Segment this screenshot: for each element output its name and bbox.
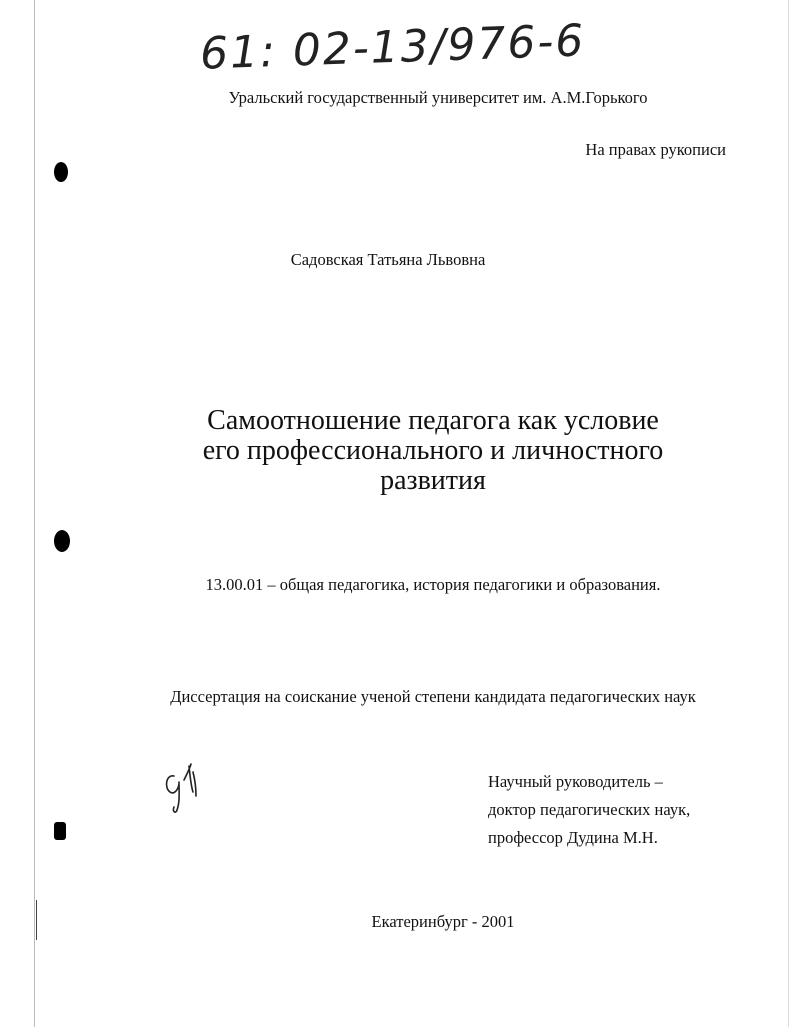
title-line: развития — [380, 465, 486, 496]
dissertation-title — [35, 406, 796, 496]
punch-hole — [54, 162, 68, 182]
manuscript-rights-note: На правах рукописи — [585, 140, 726, 159]
supervisor-line: профессор Дудина М.Н. — [488, 828, 658, 847]
archive-code-handwritten: 61: 02-13/976-6 — [199, 15, 587, 80]
degree-statement: Диссертация на соискание ученой степени кандидата педагогических наук — [170, 687, 696, 706]
university-name: Уральский государственный университет им. А.М.Горького — [228, 88, 648, 107]
author-name: Садовская Татьяна Львовна — [290, 250, 486, 269]
signature-mark — [160, 762, 210, 818]
supervisor-line: Научный руководитель – — [488, 772, 663, 791]
city-year: Екатеринбург - 2001 — [371, 912, 515, 931]
scan-edge-line — [788, 0, 789, 1027]
title-line: Самоотношение педагога как условие — [207, 405, 659, 436]
specialty-code: 13.00.01 – общая педагогика, история педагогики и образования. — [205, 575, 661, 594]
punch-hole — [54, 530, 70, 552]
punch-hole — [54, 822, 66, 840]
scan-edge-line — [36, 900, 37, 940]
scan-edge-line — [34, 0, 35, 1027]
scientific-supervisor — [488, 768, 690, 852]
title-line: его профессионального и личностного — [202, 435, 664, 466]
supervisor-line: доктор педагогических наук, — [488, 800, 691, 819]
